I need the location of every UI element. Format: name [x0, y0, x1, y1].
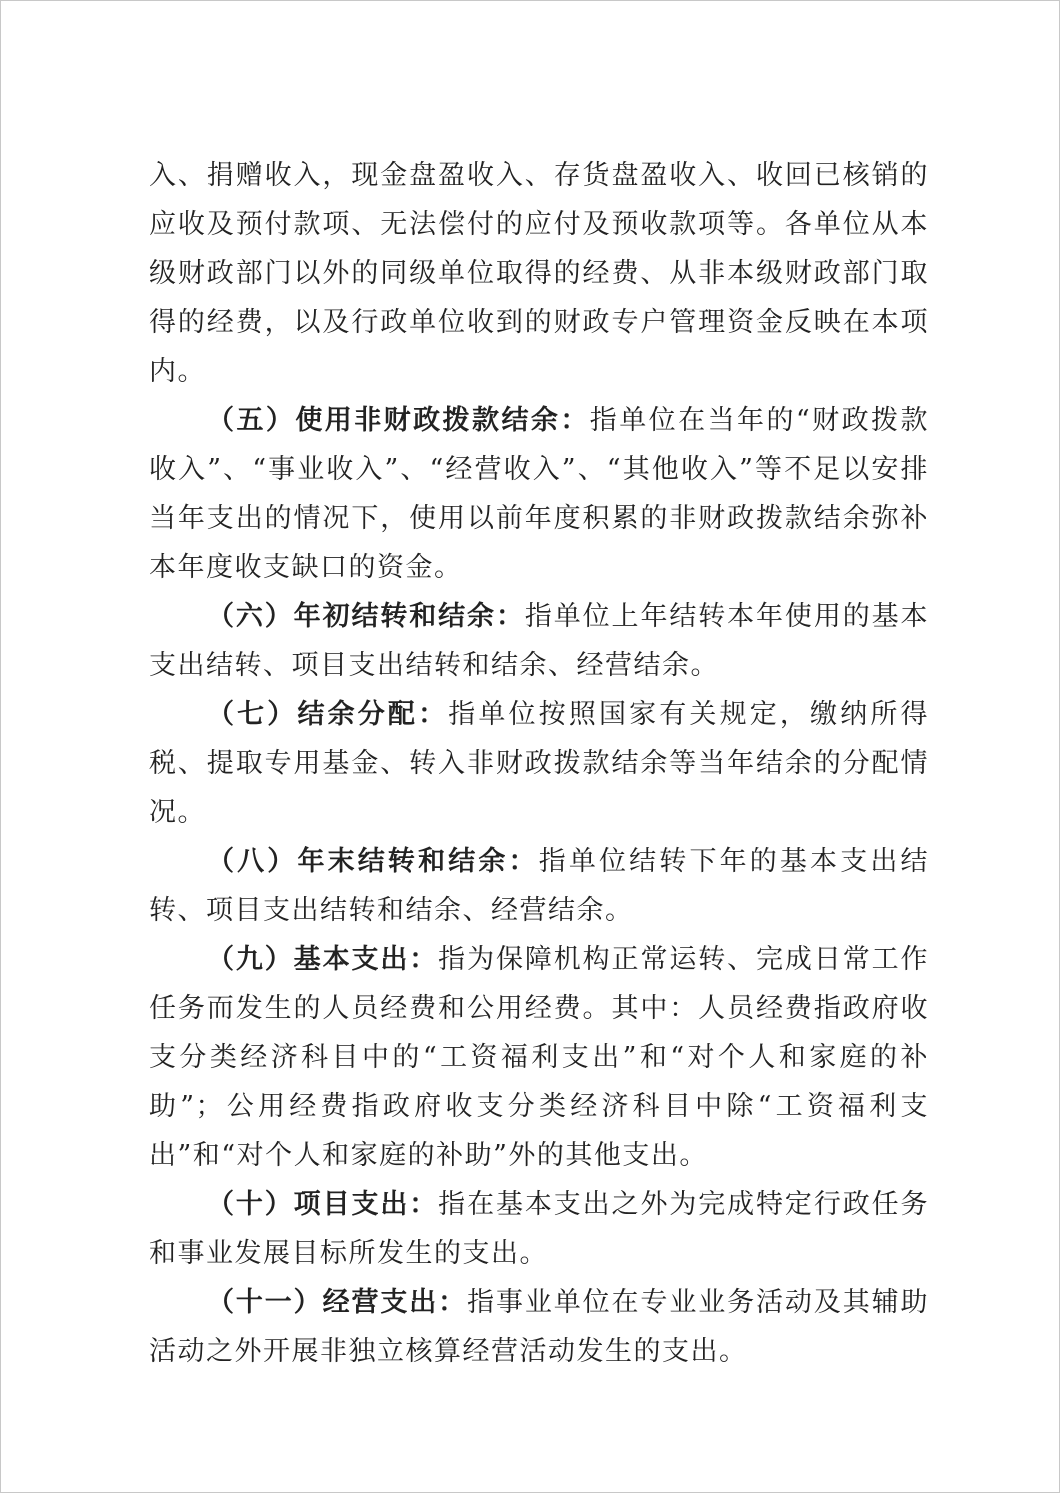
- paragraph-basic-expenditure: [149, 935, 929, 1180]
- paragraph-term: （八）年末结转和结余：: [207, 846, 539, 877]
- paragraph-operating-expenditure: [149, 1278, 929, 1376]
- paragraph-surplus-distribution: [149, 690, 929, 837]
- paragraph-closing-carryover: [149, 837, 929, 935]
- paragraph-text: 指为保障机构正常运转、完成日常工作任务而发生的人员经费和公用经费。其中：人员经费指政府收支分类经济科目中的“工资福利支出”和“对个人和家庭的补助”；公用经费指政府收支分类经济科目中除“工资福利支出”和“对个人和家庭的补助”外的其他支出。: [149, 944, 930, 1171]
- paragraph-use-non-fiscal-surplus: [149, 396, 929, 592]
- paragraph-term: （五）使用非财政拨款结余：: [207, 405, 590, 436]
- paragraph-text: 指事业单位在专业业务活动及其辅助活动之外开展非独立核算经营活动发生的支出。: [149, 1287, 929, 1367]
- paragraph-term: （十）项目支出：: [207, 1189, 439, 1220]
- paragraph-term: （六）年初结转和结余：: [207, 601, 525, 632]
- paragraph-term: （十一）经营支出：: [207, 1287, 468, 1318]
- paragraph-text: 入、捐赠收入，现金盘盈收入、存货盘盈收入、收回已核销的应收及预付款项、无法偿付的应付及预收款项等。各单位从本级财政部门以外的同级单位取得的经费、从非本级财政部门取得的经费，以及行政单位收到的财政专户管理资金反映在本项内。: [149, 160, 929, 387]
- paragraph-project-expenditure: [149, 1180, 929, 1278]
- paragraph-text: 指在基本支出之外为完成特定行政任务和事业发展目标所发生的支出。: [149, 1189, 930, 1269]
- paragraph-text: 指单位在当年的“财政拨款收入”、“事业收入”、“经营收入”、“其他收入”等不足以安排当年支出的情况下，使用以前年度积累的非财政拨款结余弥补本年度收支缺口的资金。: [149, 405, 929, 583]
- paragraph-term: （七）结余分配：: [207, 699, 449, 730]
- paragraph-income-continued: [149, 151, 929, 396]
- paragraph-term: （九）基本支出：: [207, 944, 439, 975]
- paragraph-opening-carryover: [149, 592, 929, 690]
- paragraph-text: 指单位按照国家有关规定，缴纳所得税、提取专用基金、转入非财政拨款结余等当年结余的分配情况。: [149, 699, 930, 828]
- document-body: [149, 151, 929, 1376]
- paragraph-text: 指单位上年结转本年使用的基本支出结转、项目支出结转和结余、经营结余。: [149, 601, 930, 681]
- paragraph-text: 指单位结转下年的基本支出结转、项目支出结转和结余、经营结余。: [149, 846, 930, 926]
